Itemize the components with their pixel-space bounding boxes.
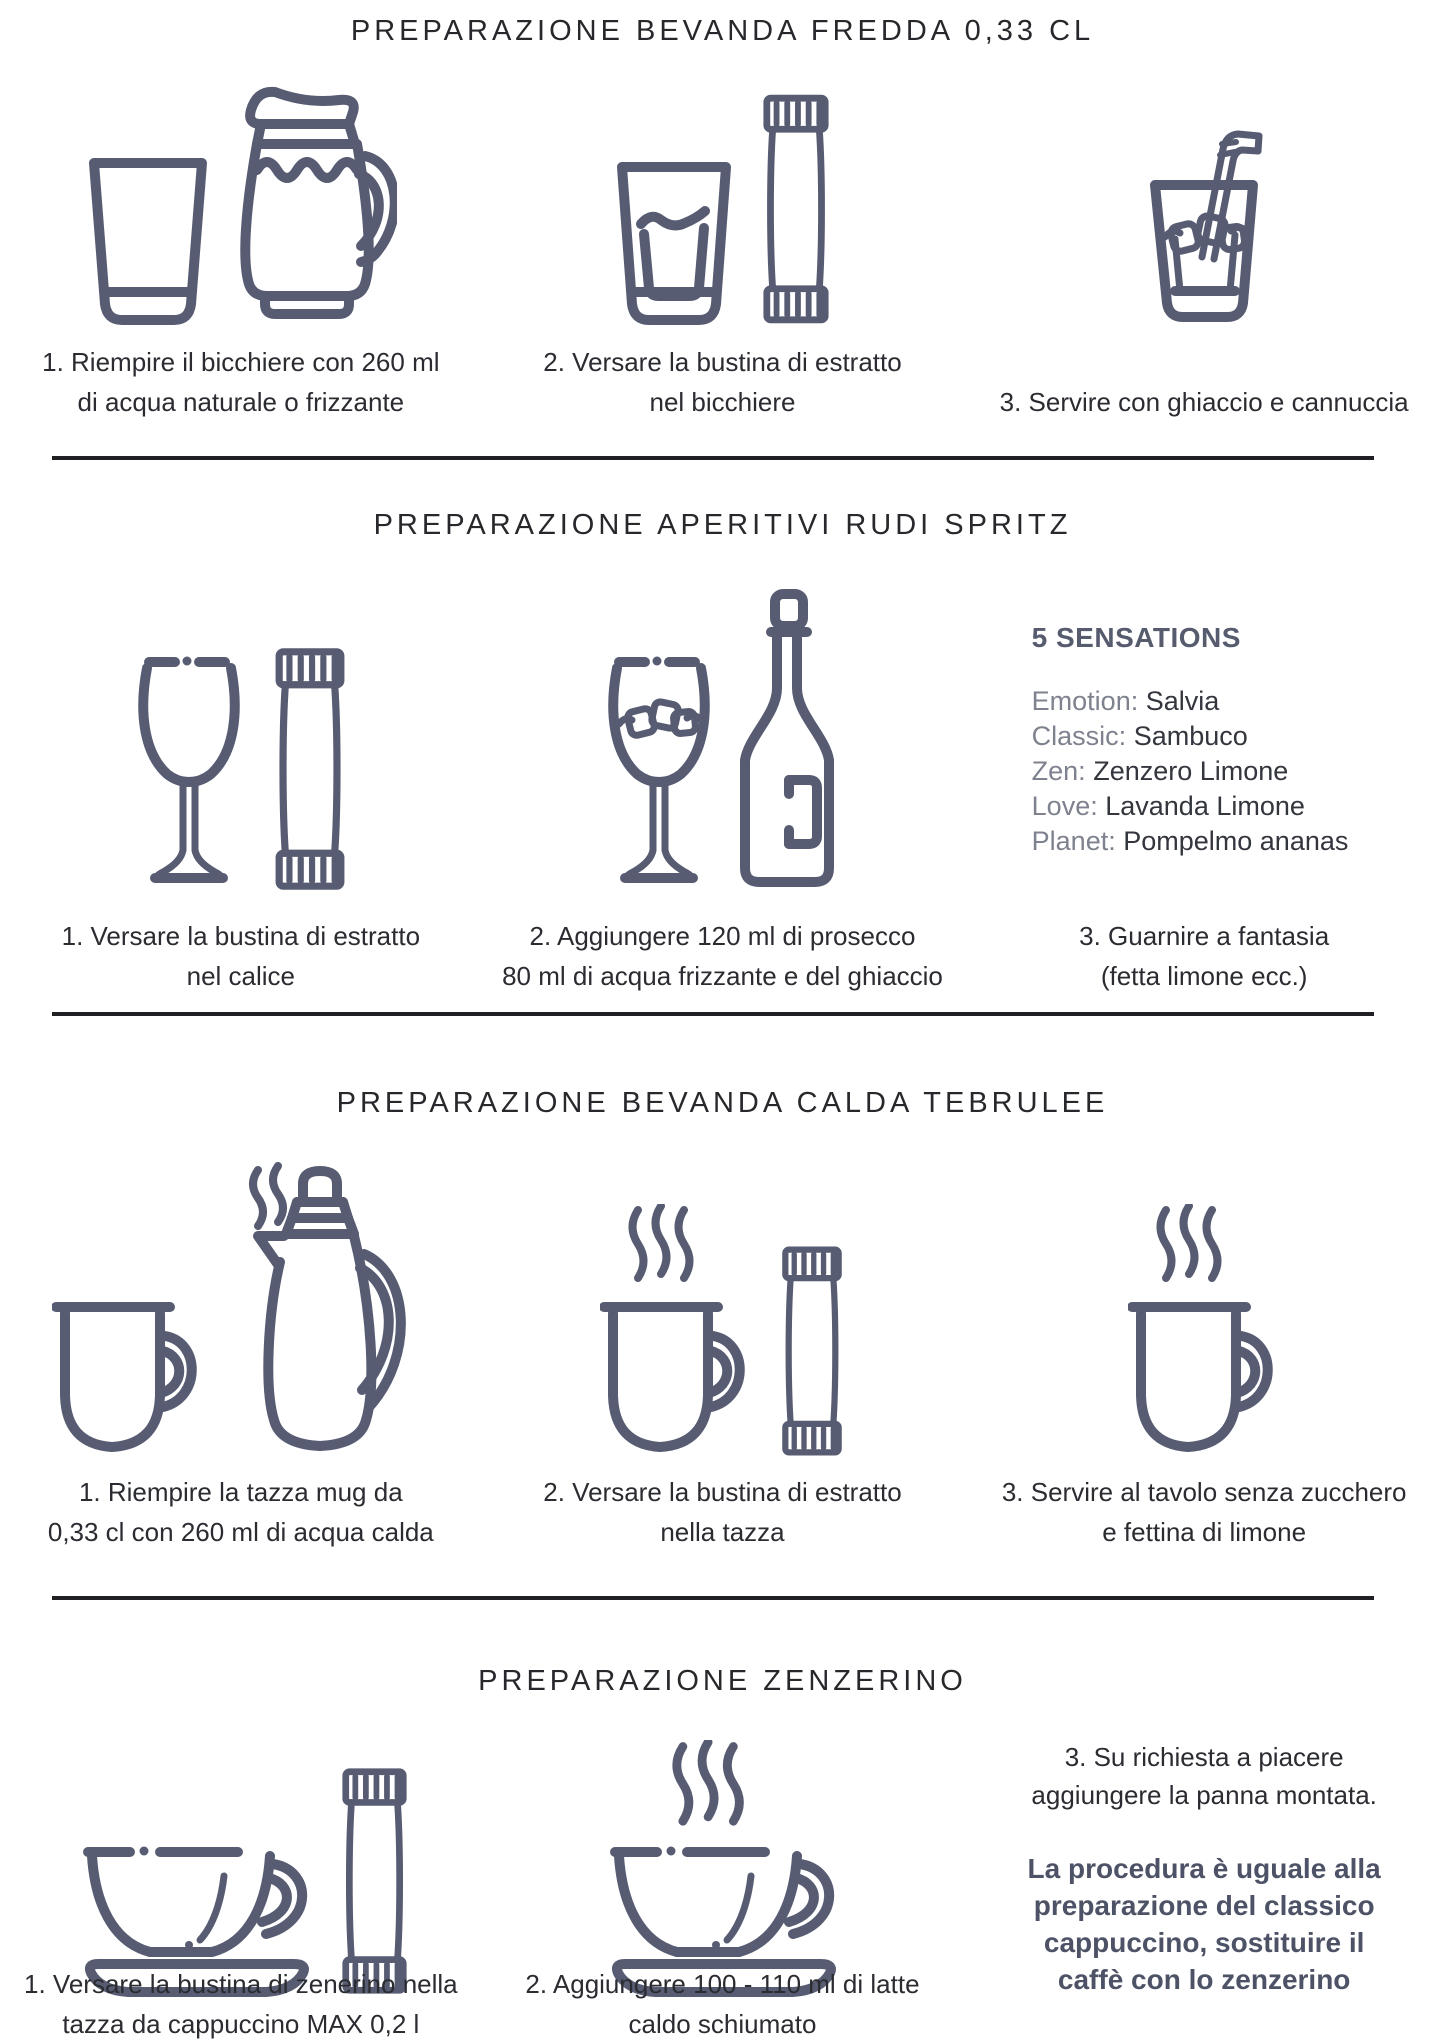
section-title: PREPARAZIONE APERITIVI RUDI SPRITZ xyxy=(373,509,1072,541)
water-pitcher-icon xyxy=(225,80,397,328)
caption-line: caldo schiumato xyxy=(628,2009,817,2039)
caption-line: nel bicchiere xyxy=(649,387,796,417)
empty-glass-icon xyxy=(85,156,211,328)
step2-icons xyxy=(600,1204,844,1460)
step3-and-note-block xyxy=(984,1738,1424,1998)
note-line: preparazione del classico xyxy=(1033,1890,1375,1921)
sensation-item xyxy=(1032,789,1377,824)
steam-icon xyxy=(624,1204,696,1286)
sensation-label: Zen: xyxy=(1031,756,1086,786)
caption-line: nel calice xyxy=(186,961,296,991)
section-title: PREPARAZIONE BEVANDA CALDA TEBRULEE xyxy=(336,1087,1109,1119)
caption-line: 3. Su richiesta a piacere xyxy=(1064,1742,1344,1772)
glass-of-water-icon xyxy=(613,160,735,328)
caption-line: tazza da cappuccino MAX 0,2 l xyxy=(62,2009,420,2039)
step2-caption xyxy=(525,1964,919,2043)
mug-icon xyxy=(52,1298,204,1460)
step3-caption xyxy=(1000,382,1409,422)
step1-caption xyxy=(42,342,439,422)
sensation-item xyxy=(1032,754,1377,789)
section-divider xyxy=(52,1012,1374,1016)
step1-icons xyxy=(52,1162,430,1460)
step3-icons xyxy=(1128,1204,1280,1460)
wine-glass-ice-icon xyxy=(605,648,713,894)
section-title: PREPARAZIONE BEVANDA FREDDA 0,33 CL xyxy=(350,15,1095,47)
sensation-value: Sambuco xyxy=(1133,721,1248,751)
caption-line: nella tazza xyxy=(660,1517,785,1547)
caption-line: 1. Riempire la tazza mug da xyxy=(78,1477,403,1507)
caption-line: 80 ml di acqua frizzante e del ghiaccio xyxy=(502,961,943,991)
sensation-label: Planet: xyxy=(1031,826,1116,856)
caption-line: 2. Aggiungere 120 ml di prosecco xyxy=(529,921,916,951)
steaming-mug-icon xyxy=(1128,1204,1280,1460)
prosecco-bottle-icon xyxy=(735,588,839,894)
caption-line: 3. Servire con ghiaccio e cannuccia xyxy=(999,387,1409,417)
steaming-mug-icon xyxy=(600,1204,752,1460)
sensation-value: Pompelmo ananas xyxy=(1123,826,1349,856)
caption-line: 0,33 cl con 260 ml di acqua calda xyxy=(47,1517,434,1547)
steam-icon xyxy=(1152,1204,1224,1286)
extract-sachet-icon xyxy=(340,1764,409,1998)
sensation-item xyxy=(1032,684,1377,719)
caption-line: 1. Riempire il bicchiere con 260 ml xyxy=(42,347,440,377)
caption-line: 2. Aggiungere 100 - 110 ml di latte xyxy=(525,1969,920,1999)
step3-caption xyxy=(1079,916,1329,996)
mug-icon xyxy=(600,1298,752,1460)
icons-row xyxy=(0,584,1445,894)
caption-line: di acqua naturale o frizzante xyxy=(77,387,405,417)
step1-caption xyxy=(24,1964,458,2043)
extract-sachet-icon xyxy=(273,644,347,894)
note-line: La procedura è uguale alla xyxy=(1027,1853,1381,1884)
steam-icon xyxy=(667,1740,747,1830)
section-divider xyxy=(52,1596,1374,1600)
captions-row xyxy=(0,916,1445,996)
caption-line: (fetta limone ecc.) xyxy=(1100,961,1308,991)
sensation-item xyxy=(1032,719,1377,754)
caption-line: 1. Versare la bustina di estratto xyxy=(61,921,421,951)
sensation-label: Love: xyxy=(1031,791,1098,821)
caption-line: 3. Guarnire a fantasia xyxy=(1079,921,1330,951)
wine-glass-icon xyxy=(135,648,243,894)
step2-icons xyxy=(599,1740,845,1998)
step3-icons xyxy=(1138,88,1270,328)
icons-row xyxy=(0,70,1445,328)
step2-caption xyxy=(543,1472,901,1552)
thermal-carafe-icon xyxy=(218,1162,430,1460)
sensation-value: Lavanda Limone xyxy=(1105,791,1305,821)
step1-icons xyxy=(72,1764,409,1998)
section-title: PREPARAZIONE ZENZERINO xyxy=(478,1665,967,1697)
section-zenzerino xyxy=(0,1664,1445,2043)
mug-icon xyxy=(1128,1298,1280,1460)
extract-sachet-icon xyxy=(761,90,831,328)
step2-icons xyxy=(613,90,831,328)
caption-line: 2. Versare la bustina di estratto xyxy=(543,1477,902,1507)
step1-icons xyxy=(135,644,347,894)
step2-icons xyxy=(605,588,839,894)
step1-caption xyxy=(62,916,420,996)
sensation-value: Zenzero Limone xyxy=(1093,756,1289,786)
step1-icons xyxy=(85,80,397,328)
captions-row xyxy=(0,342,1445,422)
step3-caption xyxy=(984,1738,1424,1814)
sensations-list xyxy=(1032,684,1377,859)
step2-caption xyxy=(543,342,901,422)
section-bevanda-calda-tebrulee xyxy=(0,1086,1445,1600)
five-sensations-block xyxy=(1032,622,1377,859)
section-aperitivi-rudi-spritz xyxy=(0,508,1445,1016)
section-bevanda-fredda xyxy=(0,14,1445,460)
note-line: cappuccino, sostituire il xyxy=(1043,1927,1365,1958)
caption-line: aggiungere la panna montata. xyxy=(1031,1780,1377,1810)
steaming-cappuccino-cup-icon xyxy=(599,1740,845,1998)
sensation-value: Salvia xyxy=(1145,686,1220,716)
step2-caption xyxy=(502,916,943,996)
note-line: caffè con lo zenzerino xyxy=(1057,1964,1351,1995)
caption-line: e fettina di limone xyxy=(1102,1517,1307,1547)
step1-caption xyxy=(48,1472,434,1552)
sensation-label: Classic: xyxy=(1031,721,1127,751)
extract-sachet-icon xyxy=(780,1242,844,1460)
glass-ice-straw-icon xyxy=(1138,88,1270,328)
procedure-note xyxy=(984,1850,1424,1998)
caption-line: 3. Servire al tavolo senza zucchero xyxy=(1001,1477,1407,1507)
caption-line: 1. Versare la bustina di zenerino nella xyxy=(24,1969,458,1999)
sensation-item xyxy=(1032,824,1377,859)
sensations-heading: 5 SENSATIONS xyxy=(1031,622,1241,653)
section-divider xyxy=(52,456,1374,460)
caption-line: 2. Versare la bustina di estratto xyxy=(543,347,902,377)
captions-row xyxy=(0,1472,1445,1552)
step3-caption xyxy=(1002,1472,1407,1552)
sensation-label: Emotion: xyxy=(1031,686,1139,716)
icons-row xyxy=(0,1160,1445,1460)
